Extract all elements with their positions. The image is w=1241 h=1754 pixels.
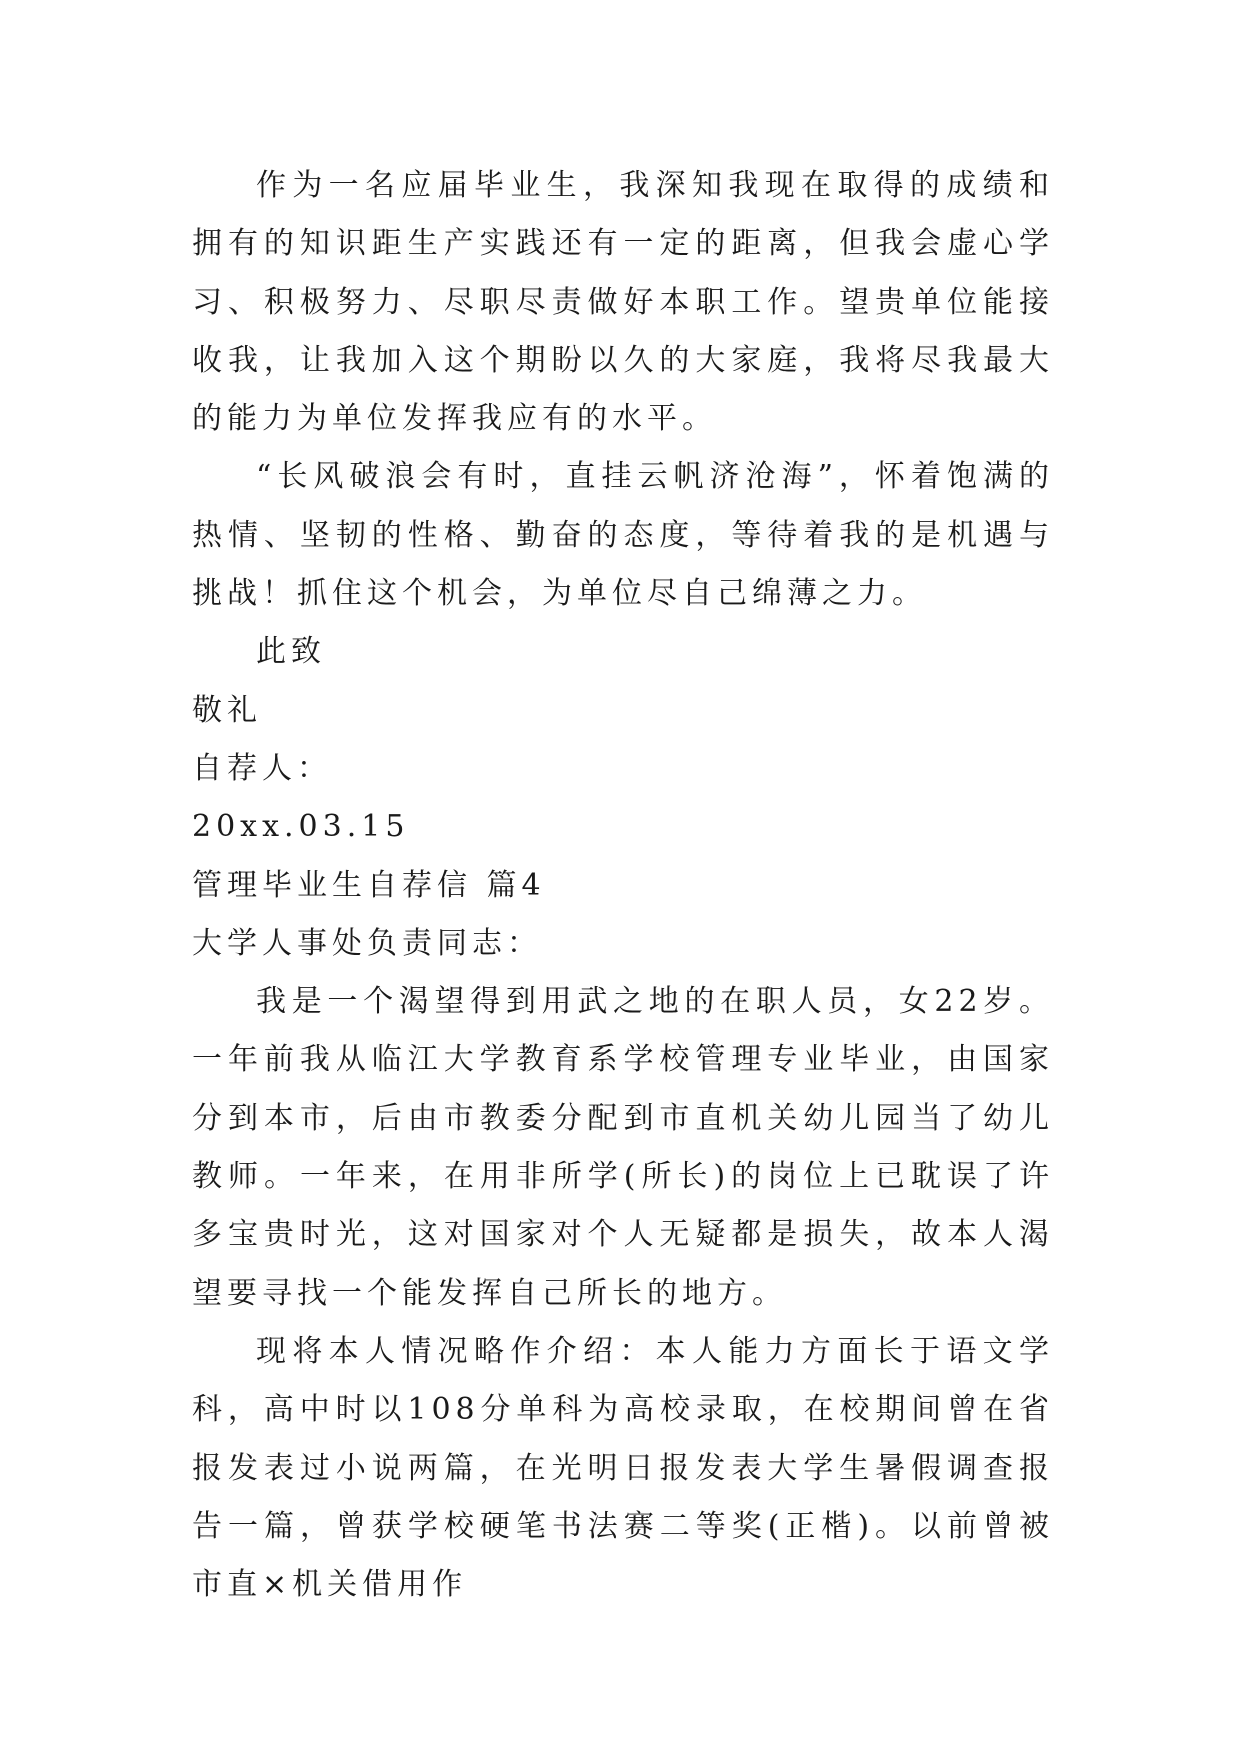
signature-label: 自荐人： (192, 750, 332, 786)
letter-body (192, 157, 1054, 1614)
closing-greeting: 此致 (256, 634, 326, 670)
closing-salute: 敬礼 (192, 692, 262, 728)
paragraph-3: 我是一个渴望得到用武之地的在职人员，女22岁。一年前我从临江大学教育系学校管理专业毕业，由国家分到本市，后由市教委分配到市直机关幼儿园当了幼儿教师。一年来，在用非所学(所长)的岗位上已耽误了许多宝贵时光，这对国家对个人无疑都是损失，故本人渴望要寻找一个能发挥自己所长的地方。 (192, 984, 1054, 1311)
salutation: 大学人事处负责同志： (192, 925, 542, 961)
letter-date: 20xx.03.15 (192, 809, 410, 845)
paragraph-1: 作为一名应届毕业生，我深知我现在取得的成绩和拥有的知识距生产实践还有一定的距离，但我会虚心学习、积极努力、尽职尽责做好本职工作。望贵单位能接收我，让我加入这个期盼以久的大家庭，我将尽我最大的能力为单位发挥我应有的水平。 (192, 168, 1054, 437)
paragraph-4: 现将本人情况略作介绍：本人能力方面长于语文学科，高中时以108分单科为高校录取，在校期间曾在省报发表过小说两篇，在光明日报发表大学生暑假调查报告一篇，曾获学校硬笔书法赛二等奖(正楷)。以前曾被市直×机关借用作 (192, 1333, 1054, 1603)
paragraph-2: “长风破浪会有时，直挂云帆济沧海”，怀着饱满的热情、坚韧的性格、勤奋的态度，等待着我的是机遇与挑战！抓住这个机会，为单位尽自己绵薄之力。 (192, 459, 1054, 612)
section-title: 管理毕业生自荐信 篇4 (192, 867, 546, 903)
